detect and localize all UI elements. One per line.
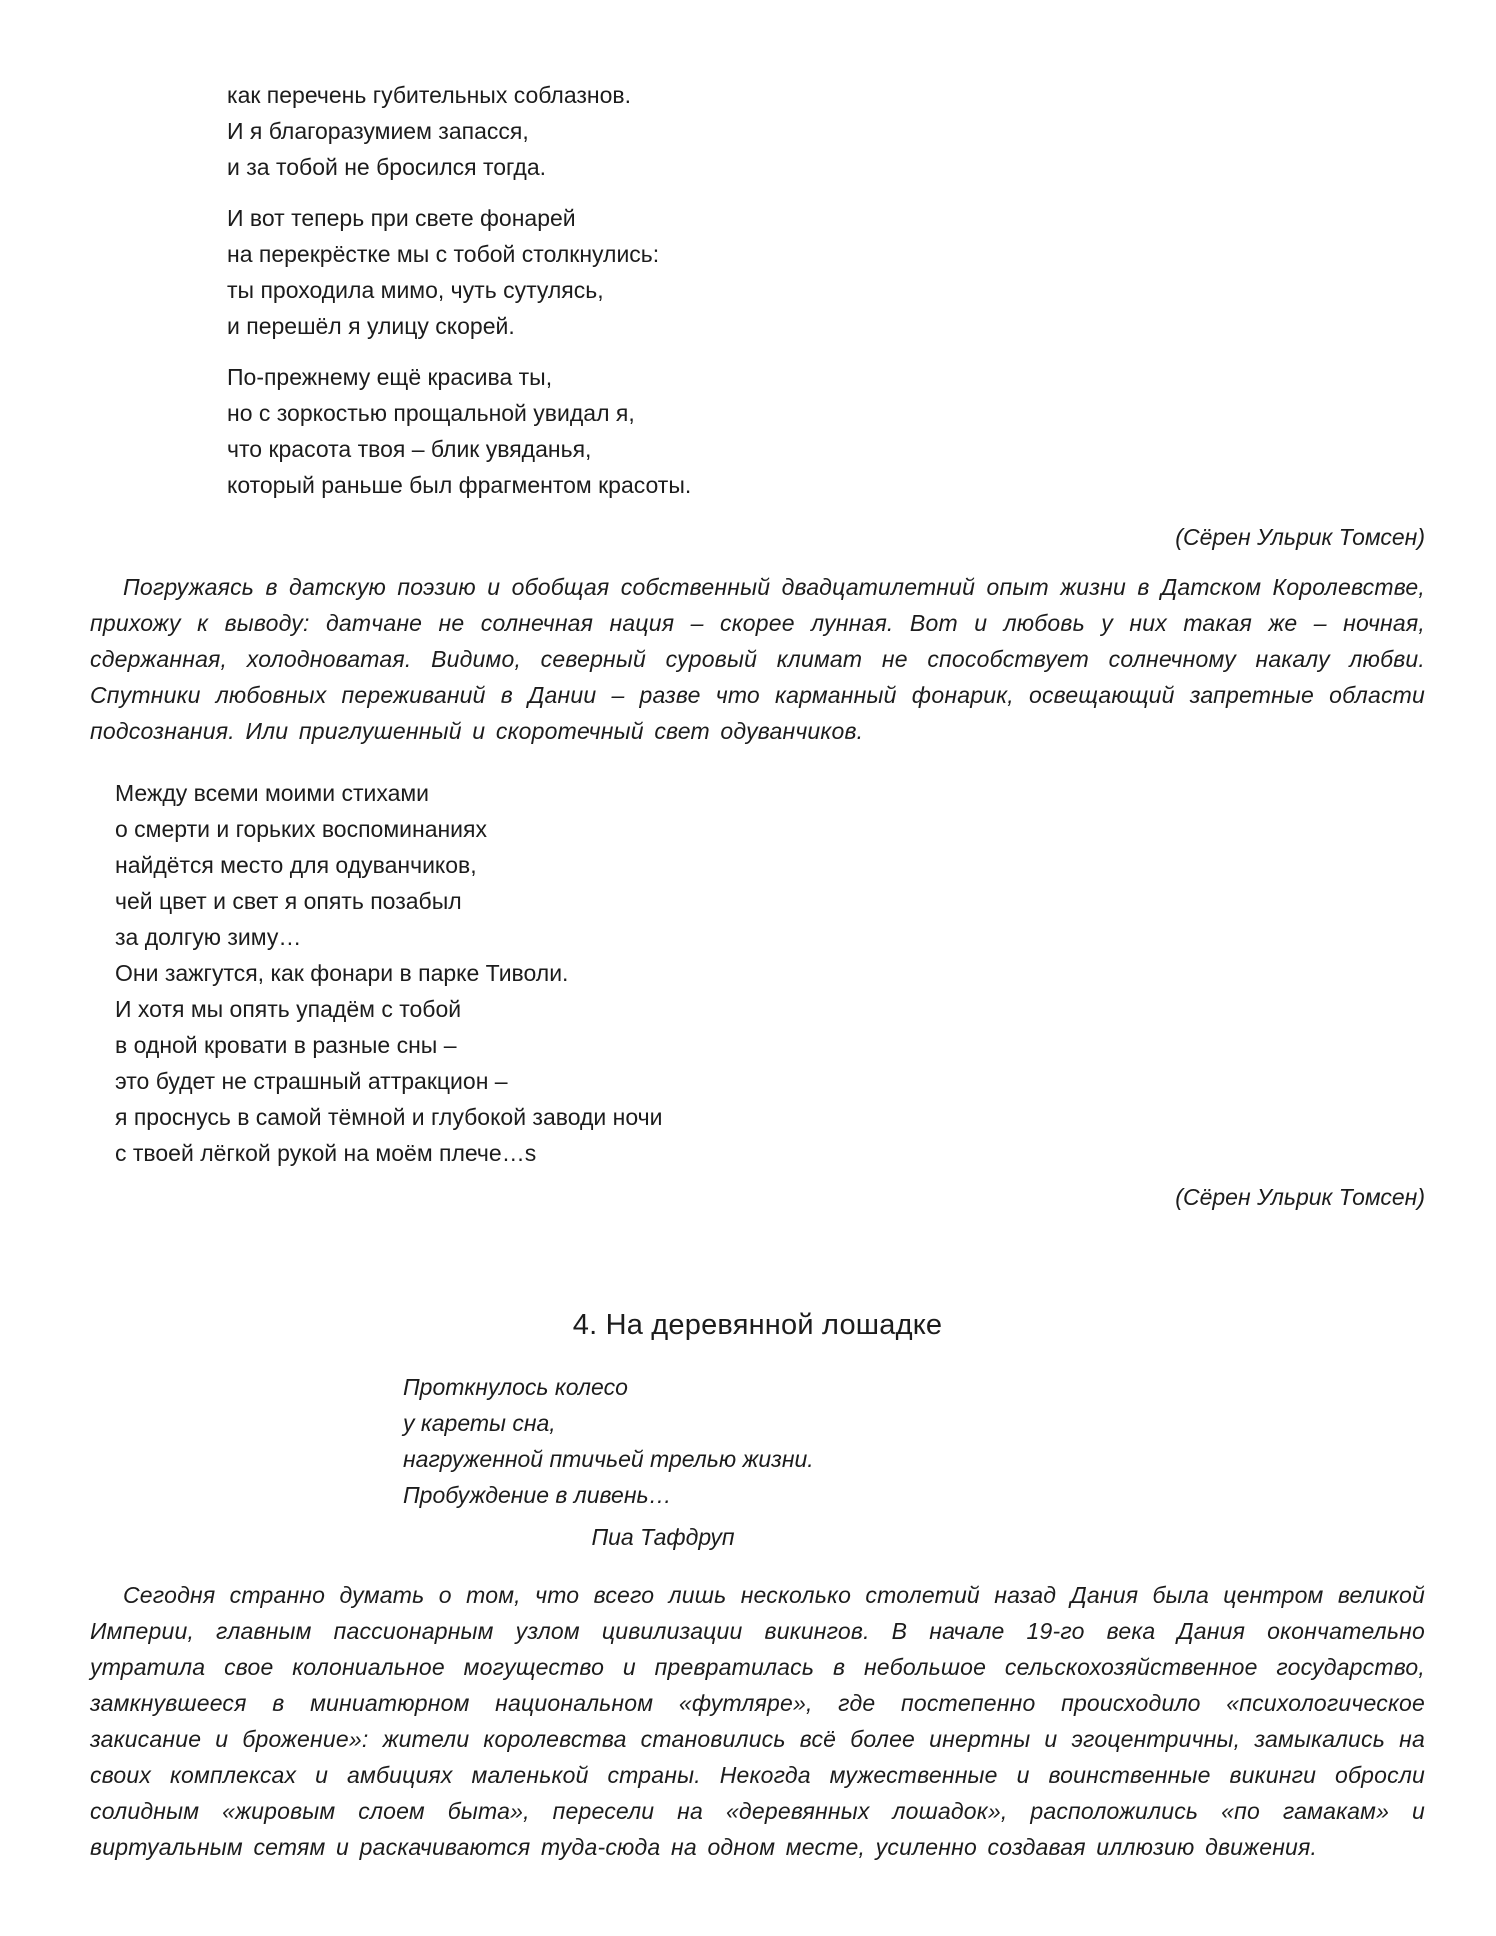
poem-first [227, 77, 1425, 503]
poem-attribution: (Сёрен Ульрик Томсен) [1175, 524, 1425, 550]
epigraph-line: нагруженной птичьей трелью жизни. [403, 1446, 814, 1472]
poem-line: это будет не страшный аттракцион – [115, 1068, 508, 1094]
poem-line: как перечень губительных соблазнов. [227, 82, 632, 108]
section-heading: 4. На деревянной лошадке [572, 1309, 943, 1341]
poem-line: И вот теперь при свете фонарей [227, 205, 576, 231]
poem-line: я проснусь в самой тёмной и глубокой заводи ночи [115, 1104, 663, 1130]
poem-line: ты проходила мимо, чуть сутулясь, [227, 277, 604, 303]
commentary-paragraph: Сегодня странно думать о том, что всего лишь несколько столетий назад Дания была центром великой Империи, главным пассионарным узлом цивилизации викингов. В начале 19-го века Дания окончательно утратила свое колониальное могущество и превратилась в небольшое сельскохозяйственное государство, замкнувшееся в миниатюрном национальном «футляре», где постепенно происходило «психологическое закисание и брожение»: жители королевства становились всё более инертны и эгоцентричны, замыкались на своих комплексах и амбициях маленькой страны. Некогда мужественные и воинственные викинги обросли солидным «жировым слоем быта», пересели на «деревянных лошадок», расположились «по гамакам» и виртуальным сетям и раскачиваются туда-сюда на одном месте, усиленно создавая иллюзию движения. [90, 1582, 1425, 1860]
poem-line: но с зоркостью прощальной увидал я, [227, 400, 635, 426]
epigraph-line: у кареты сна, [403, 1410, 556, 1436]
poem-line: и за тобой не бросился тогда. [227, 154, 547, 180]
poem-line: в одной кровати в разные сны – [115, 1032, 457, 1058]
epigraph [403, 1369, 923, 1555]
poem-line: с твоей лёгкой рукой на моём плече…s [115, 1140, 537, 1166]
poem-line: И я благоразумием запасся, [227, 118, 529, 144]
poem-line: о смерти и горьких воспоминаниях [115, 816, 487, 842]
poem-line: По-прежнему ещё красива ты, [227, 364, 553, 390]
poem-line: И хотя мы опять упадём с тобой [115, 996, 462, 1022]
commentary-paragraph: Погружаясь в датскую поэзию и обобщая собственный двадцатилетний опыт жизни в Датском Королевстве, прихожу к выводу: датчане не солнечная нация – скорее лунная. Вот и любовь у них такая же – ночная, сдержанная, холодноватая. Видимо, северный суровый климат не способствует солнечному накалу любви. Спутники любовных переживаний в Дании – разве что карманный фонарик, освещающий запретные области подсознания. Или приглушенный и скоротечный свет одуванчиков. [90, 574, 1425, 744]
poem-line: и перешёл я улицу скорей. [227, 313, 515, 339]
poem-second [115, 775, 1425, 1171]
poem-stanza-2 [227, 200, 1425, 344]
poem-line: найдётся место для одуванчиков, [115, 852, 477, 878]
poem-line: что красота твоя – блик увяданья, [227, 436, 592, 462]
epigraph-line: Пробуждение в ливень… [403, 1482, 672, 1508]
poem-line: на перекрёстке мы с тобой столкнулись: [227, 241, 660, 267]
epigraph-author: Пиа Тафдруп [591, 1524, 735, 1550]
poem-line: чей цвет и свет я опять позабыл [115, 888, 462, 914]
poem-line: за долгую зиму… [115, 924, 302, 950]
epigraph-line: Проткнулось колесо [403, 1374, 628, 1400]
poem-stanza-1 [227, 77, 1425, 185]
poem-line: который раньше был фрагментом красоты. [227, 472, 692, 498]
poem-line: Они зажгутся, как фонари в парке Тиволи. [115, 960, 569, 986]
poem-attribution: (Сёрен Ульрик Томсен) [1175, 1184, 1425, 1210]
poem-stanza-3 [227, 359, 1425, 503]
poem-line: Между всеми моими стихами [115, 780, 430, 806]
